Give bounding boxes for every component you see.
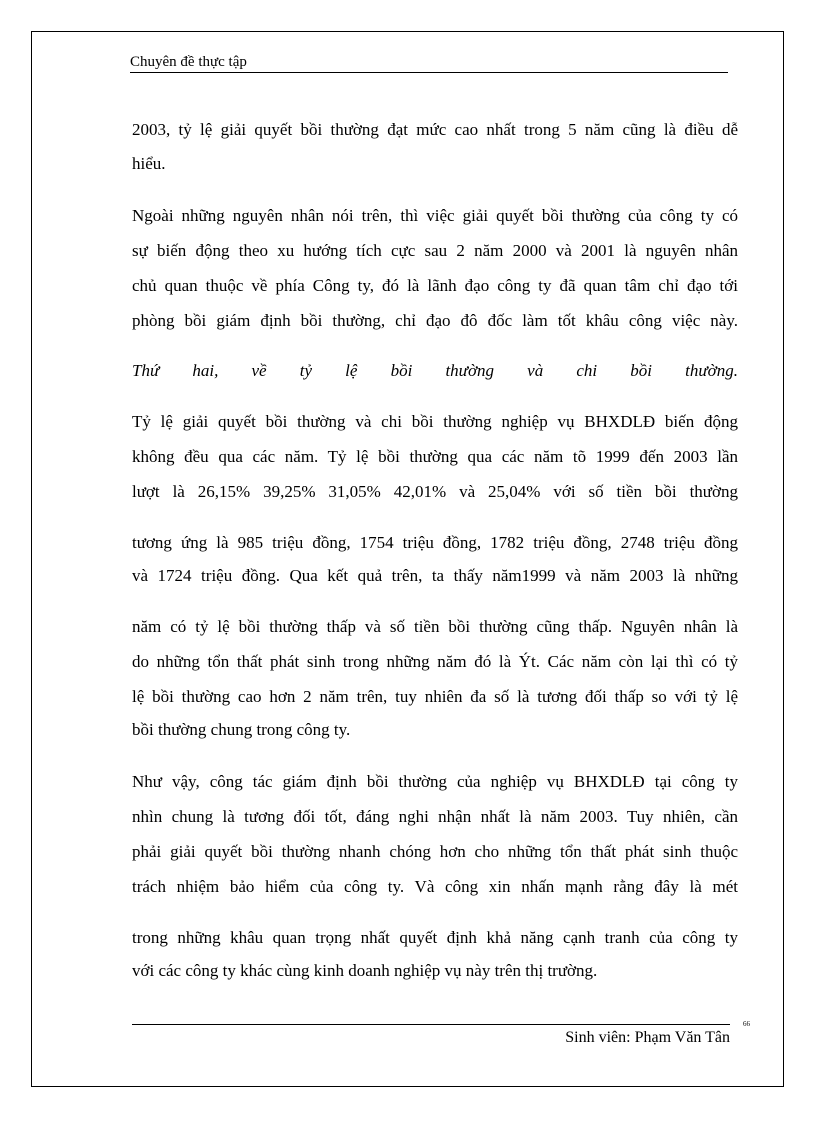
text-line: không đều qua các năm. Tỷ lệ bồi thường qua các năm tõ 1999 đến 2003 lần bbox=[132, 447, 738, 466]
text-line: nhìn chung là tương đối tốt, đáng nghi nhận nhất là năm 2003. Tuy nhiên, cần bbox=[132, 807, 738, 826]
text-line: Như vậy, công tác giám định bồi thường của nghiệp vụ BHXDLĐ tại công ty bbox=[132, 772, 738, 791]
text-line: trách nhiệm bảo hiểm của công ty. Và công xin nhấn mạnh rằng đây là mét bbox=[132, 877, 738, 896]
text-line: tương ứng là 985 triệu đồng, 1754 triệu đồng, 1782 triệu đồng, 2748 triệu đồng bbox=[132, 533, 738, 552]
text-line: lượt là 26,15% 39,25% 31,05% 42,01% và 25,04% với số tiền bồi thường bbox=[132, 482, 738, 501]
text-line: phải giải quyết bồi thường nhanh chóng hơn cho những tổn thất phát sinh thuộc bbox=[132, 842, 738, 861]
text-line: Ngoài những nguyên nhân nói trên, thì việc giải quyết bồi thường của công ty có bbox=[132, 206, 738, 225]
text-line: sự biến động theo xu hướng tích cực sau 2 năm 2000 và 2001 là nguyên nhân bbox=[132, 241, 738, 260]
footer-author: Sinh viên: Phạm Văn Tân bbox=[565, 1029, 730, 1046]
footer-divider bbox=[132, 1024, 730, 1025]
text-line: với các công ty khác cùng kinh doanh nghiệp vụ này trên thị trường. bbox=[132, 961, 598, 980]
text-line: trong những khâu quan trọng nhất quyết định khả năng cạnh tranh của công ty bbox=[132, 928, 738, 947]
text-line: năm có tỷ lệ bồi thường thấp và số tiền bồi thường cũng thấp. Nguyên nhân là bbox=[132, 617, 738, 636]
text-line: và 1724 triệu đồng. Qua kết quả trên, ta thấy năm1999 và năm 2003 là những bbox=[132, 566, 738, 585]
text-line: phòng bồi giám định bồi thường, chỉ đạo đô đốc làm tốt khâu công việc này. bbox=[132, 311, 738, 330]
text-line: Tỷ lệ giải quyết bồi thường và chi bồi thường nghiệp vụ BHXDLĐ biến động bbox=[132, 412, 738, 431]
text-line: chủ quan thuộc về phía Công ty, đó là lãnh đạo công ty đã quan tâm chỉ đạo tới bbox=[132, 276, 738, 295]
page-number: 66 bbox=[743, 1020, 750, 1028]
text-line: bồi thường chung trong công ty. bbox=[132, 720, 351, 739]
section-heading: Thứ hai, về tỷ lệ bồi thường và chi bồi thường. bbox=[132, 361, 738, 380]
text-line: hiểu. bbox=[132, 154, 166, 173]
text-line: do những tổn thất phát sinh trong những năm đó là Ýt. Các năm còn lại thì có tỷ bbox=[132, 652, 738, 671]
text-line: 2003, tỷ lệ giải quyết bồi thường đạt mức cao nhất trong 5 năm cũng là điều dễ bbox=[132, 120, 738, 139]
page-header: Chuyên đề thực tập bbox=[130, 52, 728, 73]
text-line: lệ bồi thường cao hơn 2 năm trên, tuy nhiên đa số là tương đối thấp so với tỷ lệ bbox=[132, 687, 738, 706]
